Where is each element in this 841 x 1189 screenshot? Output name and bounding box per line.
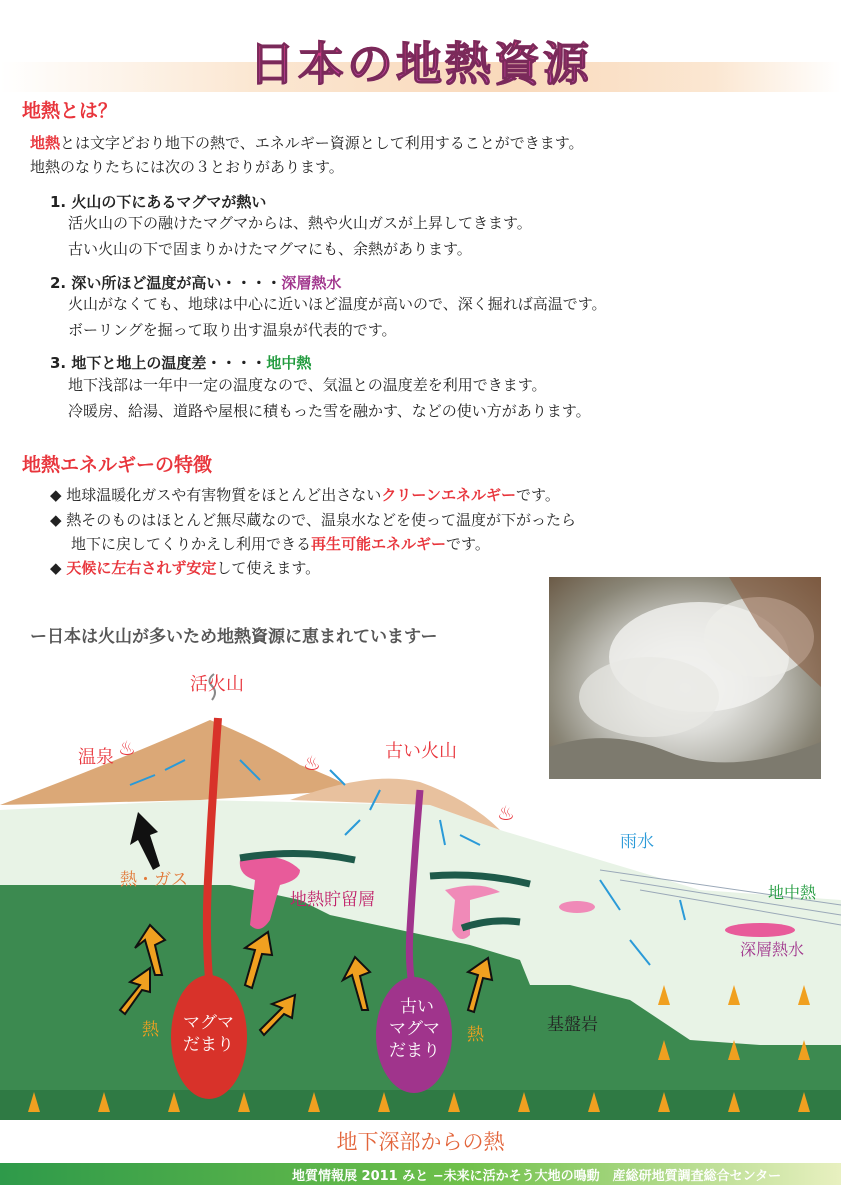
item3-heading: 3. 地下と地上の温度差・・・・地中熱 xyxy=(50,354,312,372)
item2-heading: 2. 深い所ほど温度が高い・・・・深層熱水 xyxy=(50,274,342,292)
intro-line-2: 地熱のなりたちには次の３とおりがあります。 xyxy=(30,158,344,176)
feature-bullet-2: ◆ 熱そのものはほとんど無尽蔵なので、温泉水などを使って温度が下がったら xyxy=(50,511,577,529)
label-magma-2: だまり xyxy=(183,1035,234,1055)
item3-line2: 冷暖房、給湯、道路や屋根に積もった雪を融かす、などの使い方があります。 xyxy=(68,402,591,420)
onsen-icon: ♨ xyxy=(303,751,321,775)
feature-bullet-2-cont: 地下に戻してくりかえし利用できる再生可能エネルギーです。 xyxy=(71,535,490,553)
feature-bullet-1: ◆ 地球温暖化ガスや有害物質をほとんど出さないクリーンエネルギーです。 xyxy=(50,486,560,504)
item1-heading: 1. 火山の下にあるマグマが熱い xyxy=(50,193,267,211)
page-title: 日本の地熱資源 xyxy=(0,28,841,94)
label-reservoir: 地熱貯留層 xyxy=(290,890,375,910)
label-heat-right: 熱 xyxy=(467,1025,484,1045)
label-ground-heat: 地中熱 xyxy=(768,883,817,902)
intro-line-1: 地熱とは文字どおり地下の熱で、エネルギー資源として利用することができます。 xyxy=(30,134,584,152)
label-magma-1: マグマ xyxy=(183,1013,234,1033)
item2-line1: 火山がなくても、地球は中心に近いほど温度が高いので、深く掘れば高温です。 xyxy=(68,295,607,313)
deep-water-layer xyxy=(725,923,795,937)
japan-volcano-banner: ー日本は火山が多いため地熱資源に恵まれていますー xyxy=(30,627,438,647)
label-rain: 雨水 xyxy=(620,832,654,852)
footer-text: 地質情報展 2011 みと −未来に活かそう大地の鳴動 産総研地質調査総合センター xyxy=(292,1169,782,1184)
label-old-volcano: 古い火山 xyxy=(385,741,457,762)
label-old-magma-3: だまり xyxy=(389,1041,440,1061)
label-old-magma-2: マグマ xyxy=(389,1019,440,1039)
footer-bar xyxy=(0,1163,841,1185)
label-old-magma-1: 古い xyxy=(400,997,434,1017)
item3-line1: 地下浅部は一年中一定の温度なので、気温との温度差を利用できます。 xyxy=(68,376,547,394)
item2-line2: ボーリングを掘って取り出す温泉が代表的です。 xyxy=(68,321,397,339)
section2-heading: 地熱エネルギーの特徴 xyxy=(22,454,213,476)
label-deep-water: 深層熱水 xyxy=(740,940,805,959)
label-heat-gas: 熱・ガス xyxy=(120,870,188,890)
label-bedrock: 基盤岩 xyxy=(547,1015,598,1035)
geothermal-diagram xyxy=(0,640,841,1130)
onsen-icon: ♨ xyxy=(118,736,136,760)
feature-bullet-3: ◆ 天候に左右されず安定して使えます。 xyxy=(50,559,321,577)
label-heat-left: 熱 xyxy=(142,1020,159,1040)
deep-heat-caption: 地下深部からの熱 xyxy=(336,1130,505,1154)
onsen-icon: ♨ xyxy=(497,801,515,825)
item1-line2: 古い火山の下で固まりかけたマグマにも、余熱があります。 xyxy=(68,240,472,258)
label-active-volcano: 活火山 xyxy=(190,674,244,695)
label-onsen: 温泉 xyxy=(78,747,114,768)
item1-line1: 活火山の下の融けたマグマからは、熱や火山ガスが上昇してきます。 xyxy=(68,214,532,232)
deep-zone xyxy=(0,1090,841,1120)
reservoir-3 xyxy=(559,901,595,913)
section1-heading: 地熱とは？ xyxy=(22,100,118,122)
active-volcano-cone xyxy=(0,720,355,805)
